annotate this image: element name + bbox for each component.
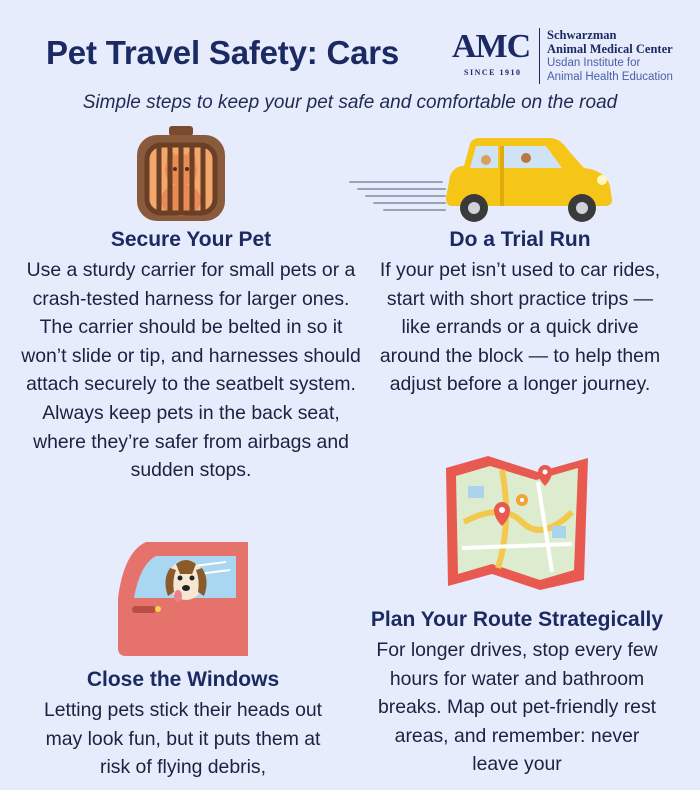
section-title: Do a Trial Run [449,228,591,251]
section-body: Use a sturdy carrier for small pets or a crash-tested harness for larger ones. The carrier should be belted in so it won’t slide or tip, and harnesses should attach securely to the seatbelt system. Always keep pets in the back seat, where they’re safer from airbags and sudden stops. [21,259,361,482]
page-subtitle: Simple steps to keep your pet safe and comfortable on the road [82,92,618,113]
section-body: Letting pets stick their heads out may look fun, but it puts them at risk of flying debris, [43,699,323,779]
page-title: Pet Travel Safety: Cars [46,34,400,71]
section-title: Secure Your Pet [110,228,272,251]
logo-line-1: Schwarzman [547,28,617,42]
section-do-a-trial-run [374,228,666,399]
section-plan-your-route [352,608,682,779]
logo-mark: AMC [452,28,531,65]
logo-text [547,28,695,84]
logo-line-4: Animal Health Education [547,71,673,83]
section-body: If your pet isn’t used to car rides, start with short practice trips — like errands or a quick drive around the block — to help them adjust before a longer journey. [379,259,661,396]
section-title: Close the Windows [86,668,280,691]
section-body: For longer drives, stop every few hours for water and bathroom breaks. Map out pet-friendly rest areas, and remember: never leave your [376,639,658,776]
amc-logo[interactable] [452,28,692,88]
section-secure-your-pet [18,228,364,485]
car-icon [350,136,615,226]
header [0,0,700,90]
map-icon [442,452,592,592]
logo-line-2: Animal Medical Center [547,42,673,56]
pet-carrier-icon [133,126,229,222]
logo-line-3: Usdan Institute for [547,57,641,69]
section-close-the-windows [30,668,336,782]
logo-divider [539,28,540,84]
dog-window-icon [116,540,252,656]
logo-since: SINCE 1910 [464,68,522,77]
section-title: Plan Your Route Strategically [370,608,664,631]
